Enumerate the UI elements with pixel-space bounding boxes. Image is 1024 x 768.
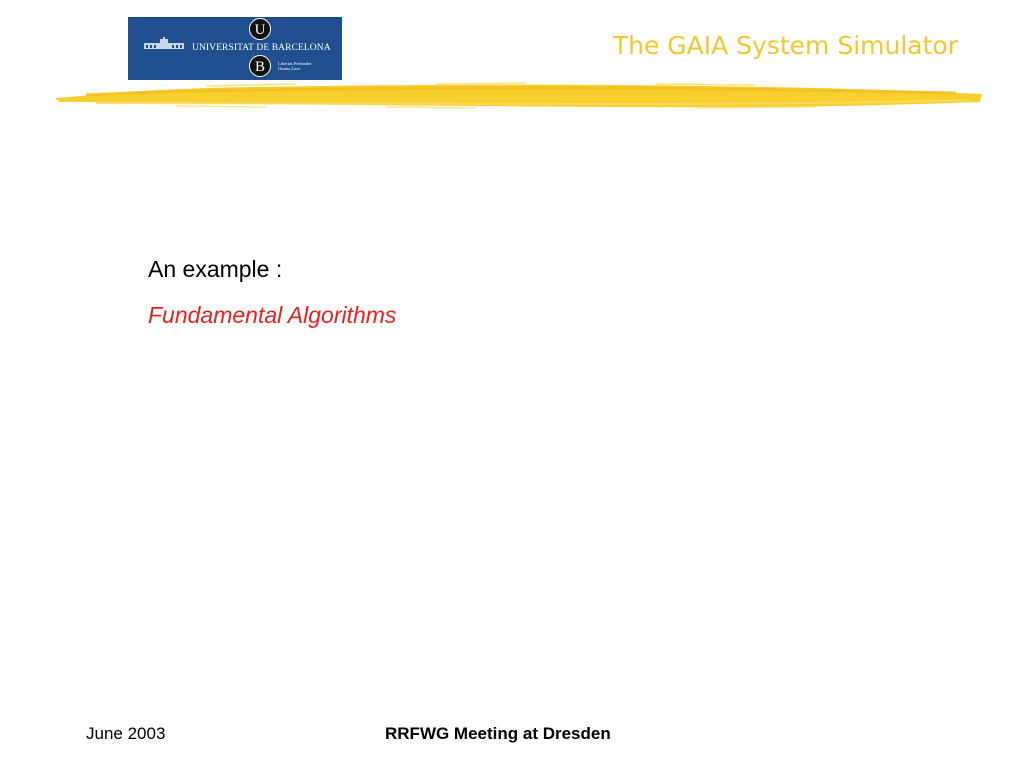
logo-letter-u: U — [249, 18, 271, 40]
slide-title: The GAIA System Simulator — [612, 31, 958, 60]
intro-text: An example : — [148, 256, 283, 282]
footer-date: June 2003 — [86, 724, 166, 743]
brush-stroke-divider — [56, 78, 986, 114]
university-logo — [128, 17, 342, 80]
logo-letter-b: B — [249, 55, 271, 77]
logo-motto — [278, 61, 311, 71]
footer-meeting: RRFWG Meeting at Dresden — [385, 724, 611, 743]
highlight-text: Fundamental Algorithms — [148, 302, 397, 328]
logo-motto-line: Omnia Luce — [278, 66, 301, 71]
building-icon — [144, 37, 184, 51]
logo-motto-line: Libertas Perfundet — [278, 61, 312, 66]
logo-institution-name: UNIVERSITAT DE BARCELONA — [192, 43, 331, 53]
